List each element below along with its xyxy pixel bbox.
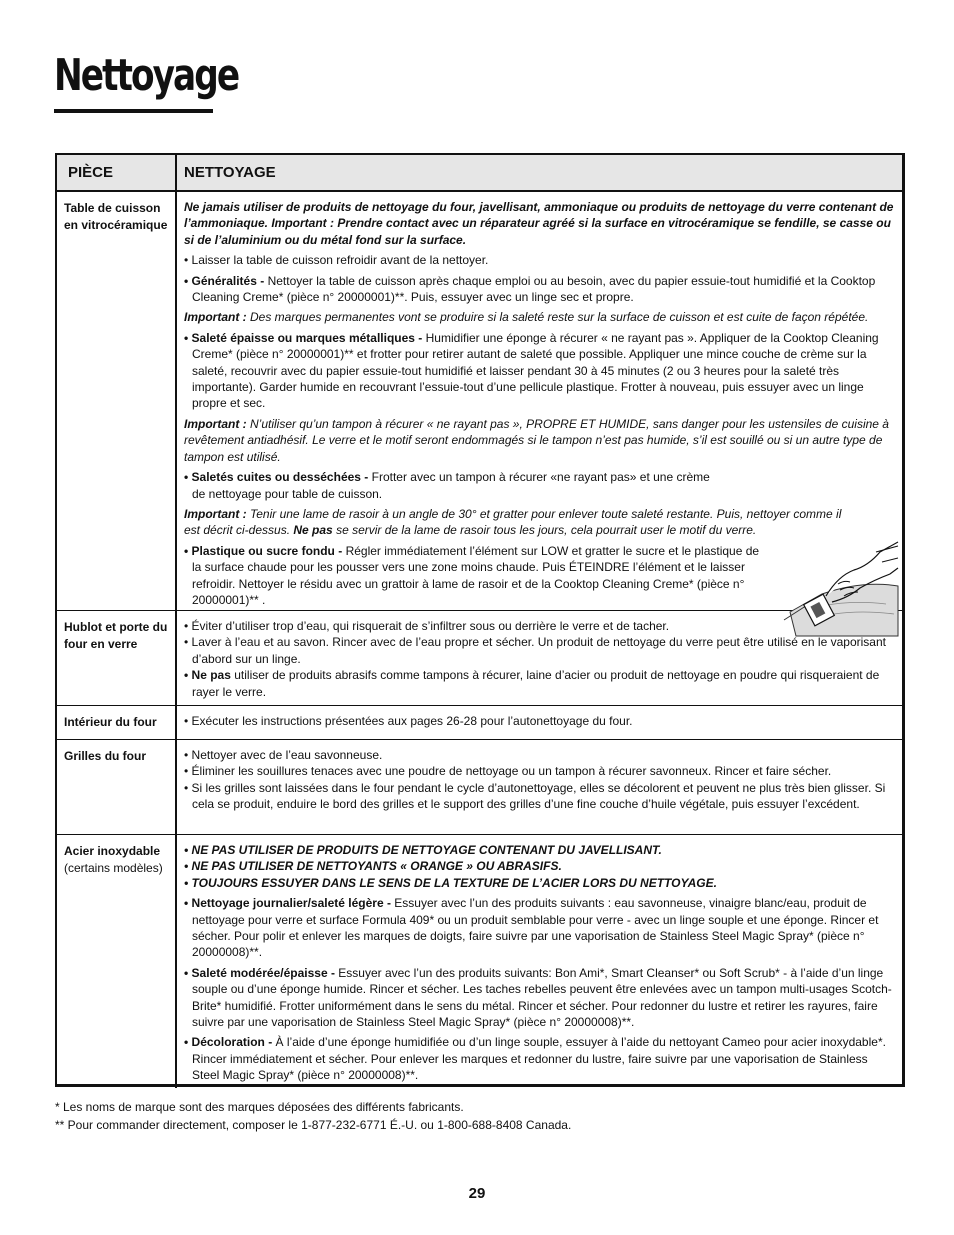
bullet-lead: • Saleté épaisse ou marques métalliques -	[184, 330, 426, 345]
bullet-lead: • Saletés cuites ou desséchées -	[184, 470, 372, 485]
bullet-text: Frotter avec un tampon à récurer «ne rayant pas» et une crème de nettoyage pour table de cuisson.	[192, 470, 710, 501]
bullet-text: Nettoyer la table de cuisson après chaque emploi ou au besoin, avec du papier essuie-tout humidifié et la Cooktop Cleaning Creme* (pièce n° 20000001)**. Puis, essuyer avec un linge sec et propre.	[192, 273, 876, 305]
page-title: Nettoyage	[54, 50, 239, 101]
table-header	[57, 155, 902, 192]
footnote-ordering: ** Pour commander directement, composer le 1-877-232-6771 É.-U. ou 1-800-688-8408 Canada.	[55, 1118, 572, 1132]
bullet	[184, 667, 894, 700]
bullet: • Nettoyer avec de l’eau savonneuse.	[184, 748, 383, 762]
important-note	[184, 416, 894, 465]
table-row-racks	[57, 740, 902, 835]
row-content	[177, 706, 902, 739]
title-underline	[54, 109, 213, 113]
warning-bullet: • NE PAS UTILISER DE PRODUITS DE NETTOYAGE CONTENANT DU JAVELLISANT.	[184, 843, 662, 857]
bullet-lead: • Plastique ou sucre fondu -	[184, 543, 346, 558]
row-label: Intérieur du four	[57, 706, 177, 739]
row-label	[57, 835, 177, 1088]
row-content	[177, 740, 902, 834]
table-row-interior	[57, 706, 902, 740]
bullet-lead: • Généralités -	[184, 273, 268, 288]
bullet	[184, 469, 894, 502]
important-note	[184, 309, 894, 325]
bullet	[184, 330, 894, 412]
bullet	[184, 895, 894, 961]
page-number: 29	[468, 1185, 486, 1202]
bullet-lead: • Ne pas	[184, 668, 235, 683]
table-row-window	[57, 611, 902, 706]
row-label-main: Acier inoxydable	[64, 844, 161, 858]
warning-bullet: • TOUJOURS ESSUYER DANS LE SENS DE LA TEXTURE DE L’ACIER LORS DU NETTOYAGE.	[184, 875, 717, 890]
warning-text: Ne jamais utiliser de produits de nettoyage du four, javellisant, ammoniaque ou produits de nettoyage du verre contenant de l’ammoniaque. Important : Prendre contact avec un réparateur agréé si la surface en vitrocéramique se fendille, se casse ou si de l’aluminium ou du métal fond sur la surface.	[184, 200, 894, 247]
important-text-tail: se servir de la lame de rasoir tous les jours, cela pourrait user le motif du verre.	[332, 523, 757, 538]
cleaning-table	[55, 153, 905, 1087]
important-lead: Important :	[184, 416, 250, 431]
row-label: Grilles du four	[57, 740, 177, 834]
bullet	[184, 1034, 894, 1083]
bullet: • Laver à l’eau et au savon. Rincer avec de l’eau propre et sécher. Un produit de nettoyage du verre peut être utilisé en le vaporisant d’abord sur un linge.	[184, 635, 886, 666]
bullet-lead: • Nettoyage journalier/saleté légère -	[184, 896, 395, 911]
important-text: N’utiliser qu’un tampon à récurer « ne rayant pas », PROPRE ET HUMIDE, sans danger pour les ustensiles de cuisine à revêtement antiadhésif. Le verre et le motif seront endommagés si le tampon n’est pas humide, s’il est souillé ou si un autre type de tampon est utilisé.	[184, 416, 889, 464]
bullet-text: À l’aide d’une éponge humidifiée ou d’un linge souple, essuyer à l’aide du nettoyant Cameo pour acier inoxydable*. Rincer immédiatement et sécher. Pour enlever les marques et redonner du lustre, faire suivre par une vaporisation de Stainless Steel Magic Spray* (pièce n° 20000008)**.	[192, 1035, 886, 1083]
bullet-text: utiliser de produits abrasifs comme tampons à récurer, laine d’acier ou produit de nettoyage en poudre qui risqueraient de rayer le verre.	[192, 668, 880, 699]
important-lead: Important :	[184, 310, 250, 325]
bullet: • Si les grilles sont laissées dans le four pendant le cycle d’autonettoyage, elles se décolorent et peuvent ne plus très bien glisser. Si cela se produit, enduire le bord des grilles et le support des grilles d’une fine couche d’huile végétale, puis essuyer l’excédent.	[184, 780, 886, 812]
important-lead: Important :	[184, 506, 250, 521]
bullet: • Laisser la table de cuisson refroidir avant de la nettoyer.	[184, 253, 489, 268]
row-content	[177, 192, 902, 610]
bullet-text: Essuyer avec l’un des produits suivants: Bon Ami*, Smart Cleanser* ou Soft Scrub* - à l’aide d’un linge souple ou d’une éponge humide. Rincer et sécher. Les taches rebelles peuvent être enlevées avec un tampon multi-usages Scotch-Brite* humidifié. Frotter uniformément dans le sens du métal. Rincer et sécher. Pour redonner du lustre et retirer les rayures, faire suivre par une vaporisation de Stainless Steel Magic Spray* (pièce n° 20000008)**.	[192, 965, 892, 1030]
bullet: • Éviter d’utiliser trop d’eau, qui risquerait de s’infiltrer sous ou derrière le verre et de tacher.	[184, 619, 670, 633]
important-note	[184, 506, 894, 539]
header-part: PIÈCE	[57, 155, 177, 190]
table-row-stainless	[57, 835, 902, 1088]
bullet	[184, 273, 894, 306]
row-label: Hublot et porte du four en verre	[57, 611, 177, 705]
bullet-text: Essuyer avec l’un des produits suivants : eau savonneuse, vinaigre blanc/eau, produit de nettoyage pour verre et surface Formula 409* ou un produit semblable pour verre - avec un linge souple et une éponge. Rincer et sécher. Pour polir et enlever les marques de doigts, faire suivre par une vaporisation de Stainless Steel Magic Spray* (pièce n° 20000008)**.	[192, 896, 879, 960]
bullet-lead: • Décoloration -	[184, 1035, 276, 1050]
footnote-brands: * Les noms de marque sont des marques déposées des différents fabricants.	[55, 1100, 464, 1114]
important-text: Des marques permanentes vont se produire si la saleté reste sur la surface de cuisson et est cuite de façon répétée.	[250, 310, 869, 325]
important-emphasis: Ne pas	[293, 523, 333, 538]
header-cleaning: NETTOYAGE	[184, 164, 276, 181]
bullet	[184, 965, 894, 1031]
bullet-text: Régler immédiatement l’élément sur LOW et gratter le sucre et le plastique de la surface chaude pour les pousser vers une zone moins chaude. Puis ÉTEINDRE l’élément et le laisser refroidir. Nettoyer le résidu avec un grattoir à lame de rasoir et de la Cooktop Cleaning Creme* (pièce n° 20000001)** .	[192, 543, 760, 607]
bullet: • Éliminer les souillures tenaces avec une poudre de nettoyage ou un tampon à récurer savonneux. Rincer et faire sécher.	[184, 764, 832, 779]
bullet: • Exécuter les instructions présentées aux pages 26-28 pour l’autonettoyage du four.	[184, 714, 633, 728]
row-content	[177, 611, 902, 705]
warning-bullet: • NE PAS UTILISER DE NETTOYANTS « ORANGE » OU ABRASIFS.	[184, 859, 562, 874]
row-label: Table de cuisson en vitrocéramique	[57, 192, 177, 610]
bullet-lead: • Saleté modérée/épaisse -	[184, 965, 339, 980]
row-content	[177, 835, 902, 1088]
table-row-cooktop	[57, 192, 902, 611]
bullet-text: Humidifier une éponge à récurer « ne rayant pas ». Appliquer de la Cooktop Cleaning Creme* (pièce n° 20000001)** et frotter pour retirer autant de saleté que possible. Appliquer une mince couche de crème sur la saleté, recouvrir avec du papier essuie-tout humidifié et laisser pendant 30 à 45 minutes (2 ou 3 heures pour la saleté très importante). Garder humide en recouvrant l’essuie-tout d’une pellicule plastique. Frotter à nouveau, puis essuyer avec un linge propre et sec.	[192, 330, 879, 411]
important-text: Tenir une lame de rasoir à un angle de 30° et gratter pour enlever toute saleté restante. Puis, nettoyer comme il est décrit ci-dessus.	[184, 506, 842, 538]
row-label-sub: (certains modèles)	[64, 860, 163, 875]
